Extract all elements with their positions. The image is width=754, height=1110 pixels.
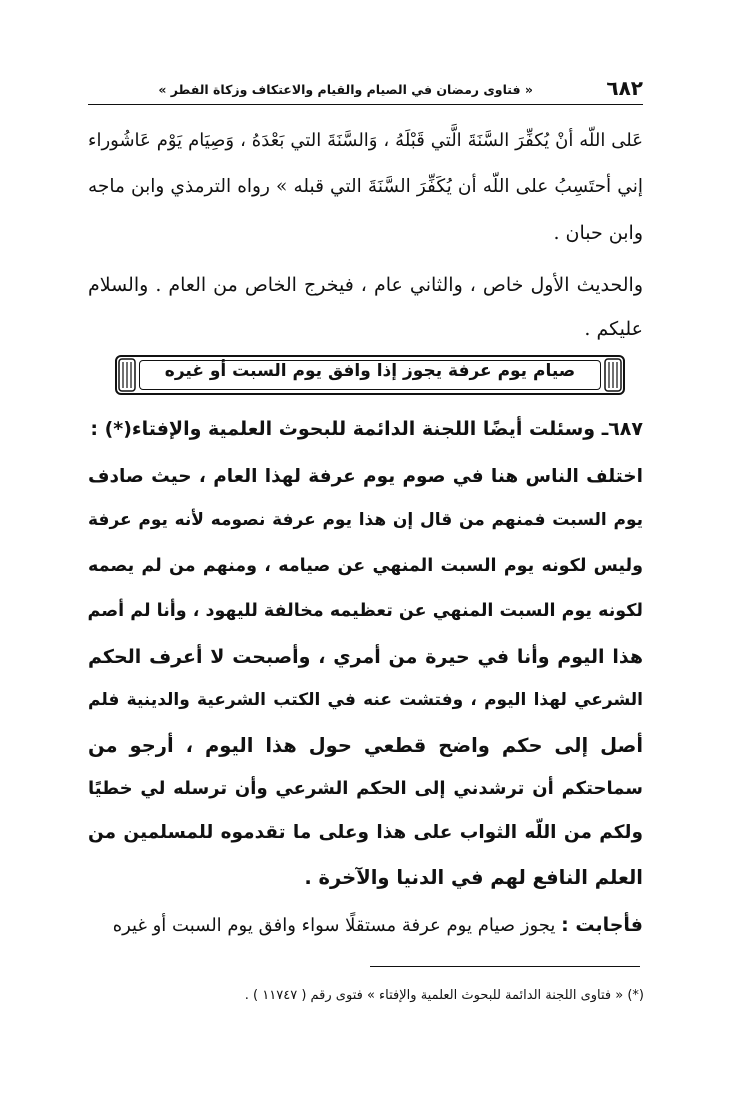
- fatwa-number-line: ٦٨٧ـ وسئلت أيضًا اللجنة الدائمة للبحوث العلمية والإفتاء(*) :: [90, 418, 643, 440]
- question-line: أصل إلى حكم واضح قطعي حول هذا اليوم ، أرجو من: [88, 734, 643, 757]
- footnote-rule: [370, 966, 640, 967]
- question-line: العلم النافع لهم في الدنيا والآخرة .: [304, 866, 643, 889]
- question-line: الشرعي لهذا اليوم ، وفتشت عنه في الكتب الشرعية والدينية فلم: [88, 690, 643, 710]
- passage-line: والحديث الأول خاص ، والثاني عام ، فيخرج الخاص من العام . والسلام: [88, 274, 643, 296]
- question-line: يوم السبت فمنهم من قال إن هذا يوم عرفة نصومه لأنه يوم عرفة: [88, 510, 643, 530]
- answer-text: يجوز صيام يوم عرفة مستقلًا سواء وافق يوم السبت أو غيره: [112, 915, 556, 936]
- question-line: اختلف الناس هنا في صوم يوم عرفة لهذا العام ، حيث صادف: [88, 466, 643, 487]
- passage-line: إني أحتَسِبُ على اللّه أن يُكَفِّرَ السَّنَةَ التي قبله » رواه الترمذي وابن ماجه: [88, 176, 643, 197]
- question-line: سماحتكم أن ترشدني إلى الحكم الشرعي وأن ترسله لي خطيًا: [88, 778, 643, 799]
- section-heading: صيام يوم عرفة يجوز إذا وافق يوم السبت أو غيره: [164, 361, 576, 381]
- question-line: وليس لكونه يوم السبت المنهي عن صيامه ، ومنهم من لم يصمه: [88, 556, 643, 576]
- page-number: ٦٨٢: [606, 76, 643, 100]
- page-header: [88, 76, 643, 102]
- header-rule: [88, 104, 643, 105]
- answer-label: فأجابت :: [561, 914, 643, 936]
- passage-line: وابن حبان .: [553, 222, 643, 244]
- question-line: هذا اليوم وأنا في حيرة من أمري ، وأصبحت لا أعرف الحكم: [88, 646, 643, 668]
- passage-line: عَلى اللّه أنْ يُكفِّرَ السَّنَةَ الَّتي قَبْلَهُ ، وَالسَّنَةَ التي بَعْدَهُ ، وَصِيَام يَوْم عَاشُوراء: [88, 130, 643, 151]
- question-line: ولكم من اللّه الثواب على هذا وعلى ما تقدموه للمسلمين من: [88, 822, 643, 843]
- ornament-icon: [118, 358, 136, 392]
- footnote: (*) « فتاوى اللجنة الدائمة للبحوث العلمية والإفتاء » فتوى رقم ( ١١٧٤٧ ) .: [244, 988, 644, 1003]
- ornament-icon: [604, 358, 622, 392]
- passage-line: عليكم .: [584, 318, 643, 340]
- question-line: لكونه يوم السبت المنهي عن تعظيمه مخالفة لليهود ، وأنا لم أصم: [87, 601, 643, 621]
- section-heading-box: [115, 355, 625, 395]
- running-title: « فتاوى رمضان في الصيام والقيام والاعتكاف وزكاة الفطر »: [158, 82, 533, 97]
